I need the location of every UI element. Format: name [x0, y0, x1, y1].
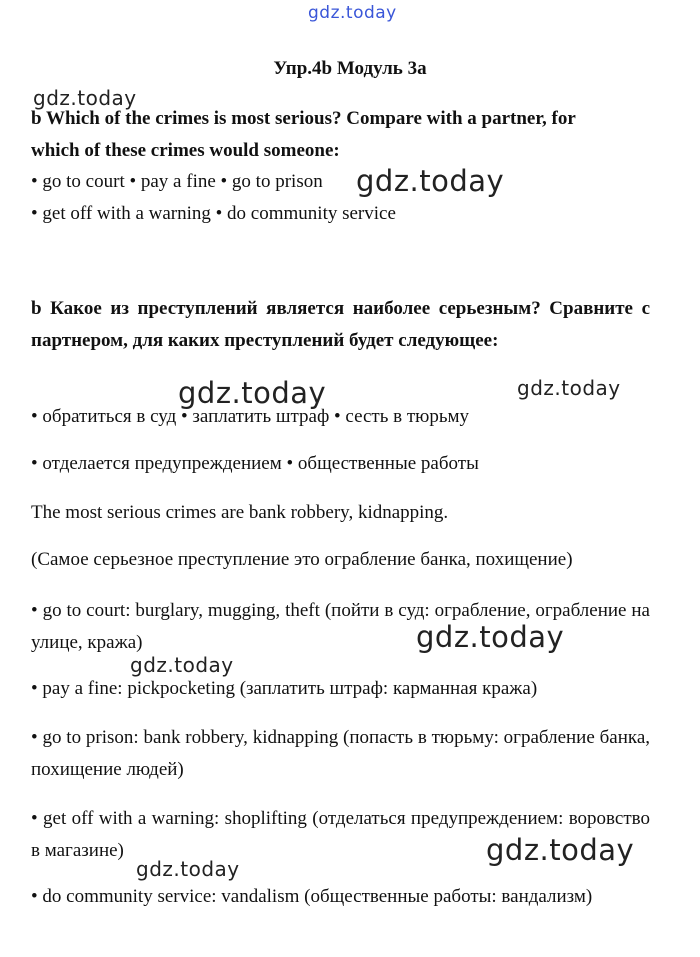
watermark: gdz.today	[178, 376, 327, 410]
task-ru-options-1: • обратиться в суд • заплатить штраф • сесть в тюрьму	[31, 406, 470, 427]
answer-most-serious-en: The most serious crimes are bank robbery, kidnapping.	[31, 502, 449, 523]
watermark: gdz.today	[416, 620, 565, 654]
answer-item-go-to-prison: • go to prison: bank robbery, kidnapping (попасть в тюрьму: ограбление банка, похищение людей)	[31, 727, 650, 780]
answer-most-serious-ru: (Самое серьезное преступление это ограбление банка, похищение)	[31, 549, 573, 570]
watermark: gdz.today	[356, 164, 505, 198]
answer-item-community-service: • do community service: vandalism (общественные работы: вандализм)	[31, 886, 593, 907]
task-ru-text: b Какое из преступлений является наиболее серьезным? Сравните с партнером, для каких преступлений будет следующее:	[31, 298, 650, 351]
watermark: gdz.today	[136, 857, 240, 881]
watermark: gdz.today	[33, 86, 137, 110]
answer-item-warning: • get off with a warning: shoplifting (отделаться предупреждением: воровство в магазине)	[31, 808, 650, 861]
watermark: gdz.today	[517, 376, 621, 400]
task-en-line-2: which of these crimes would someone:	[31, 140, 340, 161]
task-en-options-2: • get off with a warning • do community service	[31, 203, 396, 224]
page-title: Упр.4b Модуль 3a	[273, 58, 427, 79]
watermark: gdz.today	[308, 3, 397, 23]
task-en-options-1: • go to court • pay a fine • go to prison	[31, 171, 323, 192]
answer-item-pay-a-fine: • pay a fine: pickpocketing (заплатить штраф: карманная кража)	[31, 678, 538, 699]
answer-item-go-to-court: • go to court: burglary, mugging, theft (пойти в суд: ограбление, ограбление на улице, кража)	[31, 600, 650, 653]
task-ru-options-2: • отделается предупреждением • общественные работы	[31, 453, 479, 474]
watermark: gdz.today	[130, 653, 234, 677]
task-en-line-1: b Which of the crimes is most serious? Compare with a partner, for	[31, 108, 576, 129]
watermark: gdz.today	[486, 833, 635, 867]
